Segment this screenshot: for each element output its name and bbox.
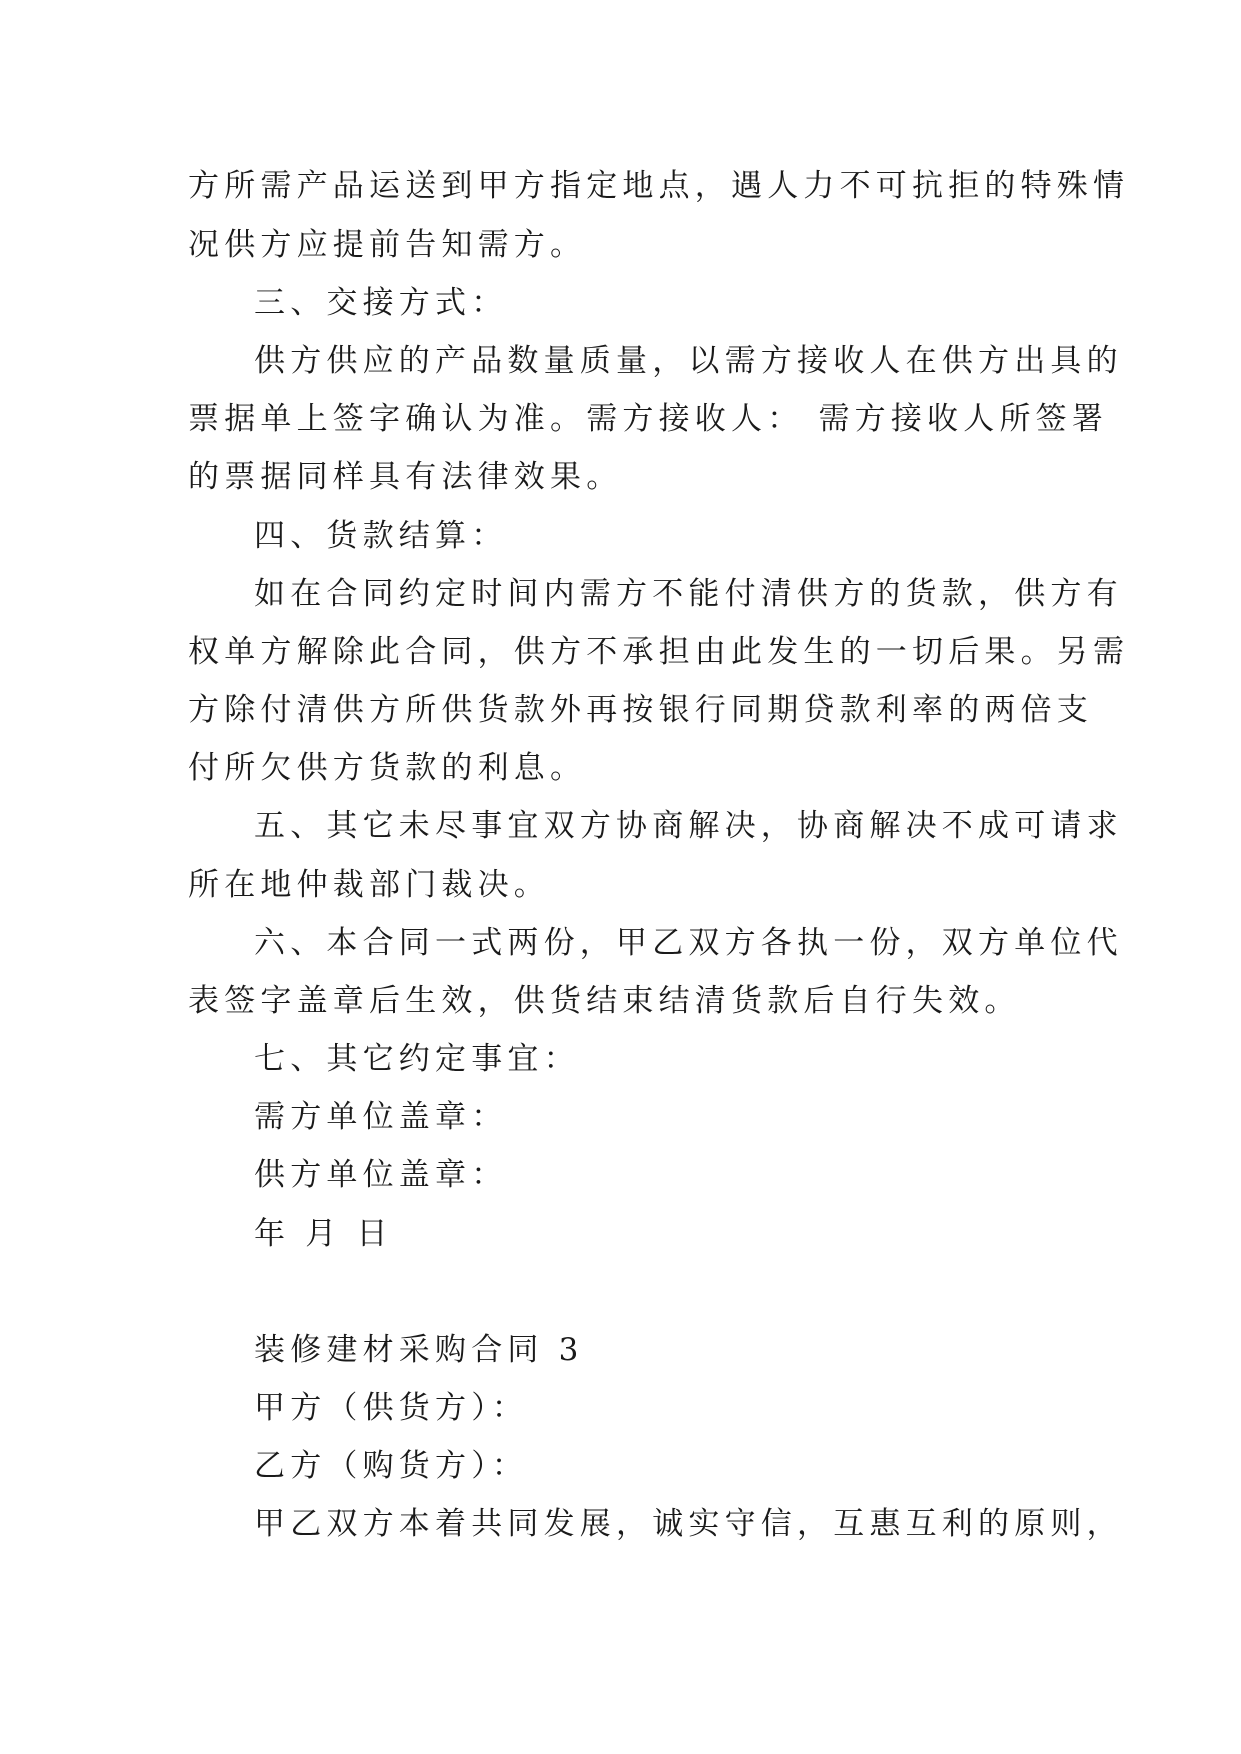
party-a-label: 甲方（供货方）： [254,1390,529,1426]
section-heading-6: 六、本合同一式两份，甲乙双方各执一份，双方单位代 [254,925,1123,961]
text-line-15: 表签字盖章后生效，供货结束结清货款后自行失效。 [188,983,1021,1019]
section-heading-3: 三、交接方式： [254,285,508,321]
section-heading-4: 四、货款结算： [254,518,508,554]
text-line-8: 如在合同约定时间内需方不能付清供方的货款，供方有 [254,576,1123,612]
section-heading-5: 五、其它未尽事宜双方协商解决，协商解决不成可请求 [254,808,1123,844]
text-line-2: 况供方应提前告知需方。 [188,227,587,263]
text-line-23: 甲乙双方本着共同发展，诚实守信，互惠互利的原则， [254,1506,1123,1542]
contract-title: 装修建材采购合同 3 [254,1332,584,1368]
text-line-4: 供方供应的产品数量质量，以需方接收人在供方出具的 [254,343,1123,379]
text-line-6: 的票据同样具有法律效果。 [188,459,623,495]
text-line-10: 方除付清供方所供货款外再按银行同期贷款利率的两倍支 [188,692,1093,728]
text-line-5: 票据单上签字确认为准。需方接收人： 需方接收人所签署 [188,401,1109,437]
text-line-11: 付所欠供方货款的利息。 [188,750,587,786]
date-line: 年 月 日 [254,1216,393,1252]
party-b-label: 乙方（购货方）： [254,1448,529,1484]
buyer-seal-label: 需方单位盖章： [254,1099,508,1135]
supplier-seal-label: 供方单位盖章： [254,1157,508,1193]
text-line-9: 权单方解除此合同，供方不承担由此发生的一切后果。另需 [188,634,1130,670]
text-line-13: 所在地仲裁部门裁决。 [188,867,550,903]
text-line-1: 方所需产品运送到甲方指定地点，遇人力不可抗拒的特殊情 [188,168,1130,204]
section-heading-7: 七、其它约定事宜： [254,1041,580,1077]
